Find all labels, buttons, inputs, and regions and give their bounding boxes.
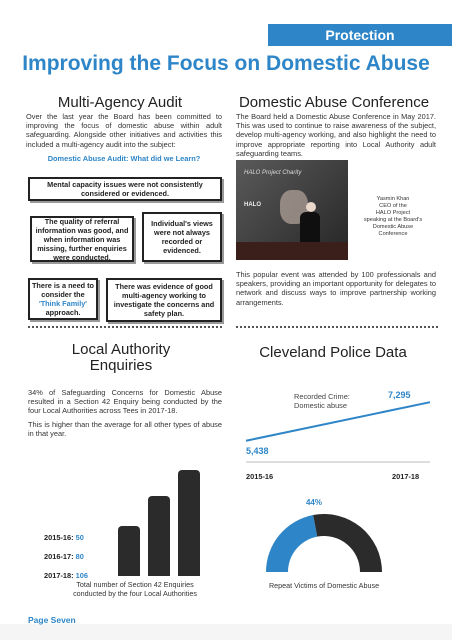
caption-line-2: CEO of the xyxy=(379,203,407,209)
la-row-2015: 2015-16: 50 xyxy=(44,533,84,542)
footer-bar xyxy=(0,624,452,640)
la-bar-2017-18 xyxy=(178,470,200,576)
la-bar-2016-17 xyxy=(148,496,170,576)
photo-slide-text: HALO Project Charity xyxy=(244,170,302,176)
right-divider xyxy=(236,326,438,328)
crime-end-value: 7,295 xyxy=(388,390,411,400)
page-title: Improving the Focus on Domestic Abuse xyxy=(22,52,430,75)
local-authority-heading xyxy=(28,342,214,374)
audit-box-think-family xyxy=(28,278,98,320)
box4-text-a: There is a need to consider the xyxy=(31,281,95,299)
repeat-label: Repeat Victims of Domestic Abuse xyxy=(268,581,380,590)
caption-line-3: HALO Project xyxy=(375,210,411,216)
la-bar-2015-16 xyxy=(118,526,140,576)
box4-text-c: approach. xyxy=(45,308,81,317)
left-divider xyxy=(28,326,222,328)
gauge-repeat-segment xyxy=(266,515,317,572)
audit-text: Over the last year the Board has been committed to improving the focus of domestic abuse within adult safeguarding. Alongside other initiatives and activities this included a multi-agency audit into the subject: xyxy=(26,112,222,149)
la-values xyxy=(44,528,114,585)
la-bar-chart xyxy=(116,470,206,576)
conference-text: The Board held a Domestic Abuse Conference in May 2017. This was used to continue to raise awareness of the subject, develop multi-agency working, and also highlight the need to improve appropriate reporting into Local Authority adult safeguarding teams. xyxy=(236,112,436,158)
la-row-2016: 2016-17: 80 xyxy=(44,552,84,561)
repeat-percent: 44% xyxy=(305,498,322,507)
audit-subheading: Domestic Abuse Audit: What did we Learn? xyxy=(47,154,201,163)
crime-end-year: 2017-18 xyxy=(392,472,420,481)
conference-photo xyxy=(236,160,348,260)
la-heading-line-1: Local Authority xyxy=(71,341,171,358)
audit-heading: Multi-Agency Audit xyxy=(57,94,183,111)
caption-line-1: Yasmin Khan xyxy=(376,196,410,202)
police-heading: Cleveland Police Data xyxy=(259,344,407,361)
caption-line-6: Conference xyxy=(378,231,408,237)
caption-line-5: Domestic Abuse xyxy=(372,224,414,230)
think-family-label: 'Think Family' xyxy=(38,299,88,308)
audit-box-referral: The quality of referral information was good, and when information was missing, further enquiries were conducted. xyxy=(30,216,134,262)
la-text-2: This is higher than the average for all other types of abuse in that year. xyxy=(28,420,222,439)
la-text-1: 34% of Safeguarding Concerns for Domestic Abuse resulted in a Section 42 Enquiry being conducted by the four Local Authorities across Tees in 2017-18. xyxy=(28,388,222,416)
la-heading-line-2: Enquiries xyxy=(89,357,153,374)
crime-start-year: 2015-16 xyxy=(246,472,274,481)
photo-logo-text: HALO xyxy=(244,202,261,208)
la-value-2017: 106 xyxy=(75,571,88,580)
gauge-remainder-segment xyxy=(313,514,382,572)
conference-text-2: This popular event was attended by 100 professionals and speakers, providing an important opportunity for delegates to network and discuss ways to improve partnership working arrangements. xyxy=(236,270,436,307)
la-row-2017: 2017-18: 106 xyxy=(44,571,88,580)
la-value-2015: 50 xyxy=(75,533,84,542)
audit-box-multi-agency: There was evidence of good multi-agency working to investigate the concerns and safety plan. xyxy=(106,278,222,322)
crime-label-line-2: Domestic abuse xyxy=(294,401,347,410)
page-number: Page Seven xyxy=(28,615,76,625)
crime-line-chart xyxy=(240,396,436,470)
la-value-2016: 80 xyxy=(75,552,84,561)
section-banner: Protection xyxy=(268,24,452,46)
audit-box-views: Individual's views were not always recorded or evidenced. xyxy=(142,212,222,262)
la-caption-line-2: conducted by the four Local Authorities xyxy=(73,589,197,598)
audit-box-capacity: Mental capacity issues were not consistently considered or evidenced. xyxy=(28,177,222,201)
la-caption xyxy=(40,580,230,598)
crime-trend-line xyxy=(246,402,430,441)
caption-line-4: speaking at the Board's xyxy=(363,217,423,223)
conference-heading: Domestic Abuse Conference xyxy=(238,94,430,111)
la-caption-line-1: Total number of Section 42 Enquiries xyxy=(76,580,194,589)
crime-start-value: 5,438 xyxy=(246,446,269,456)
photo-caption xyxy=(352,196,434,238)
repeat-gauge xyxy=(262,510,386,576)
crime-label-line-1: Recorded Crime: xyxy=(294,392,350,401)
